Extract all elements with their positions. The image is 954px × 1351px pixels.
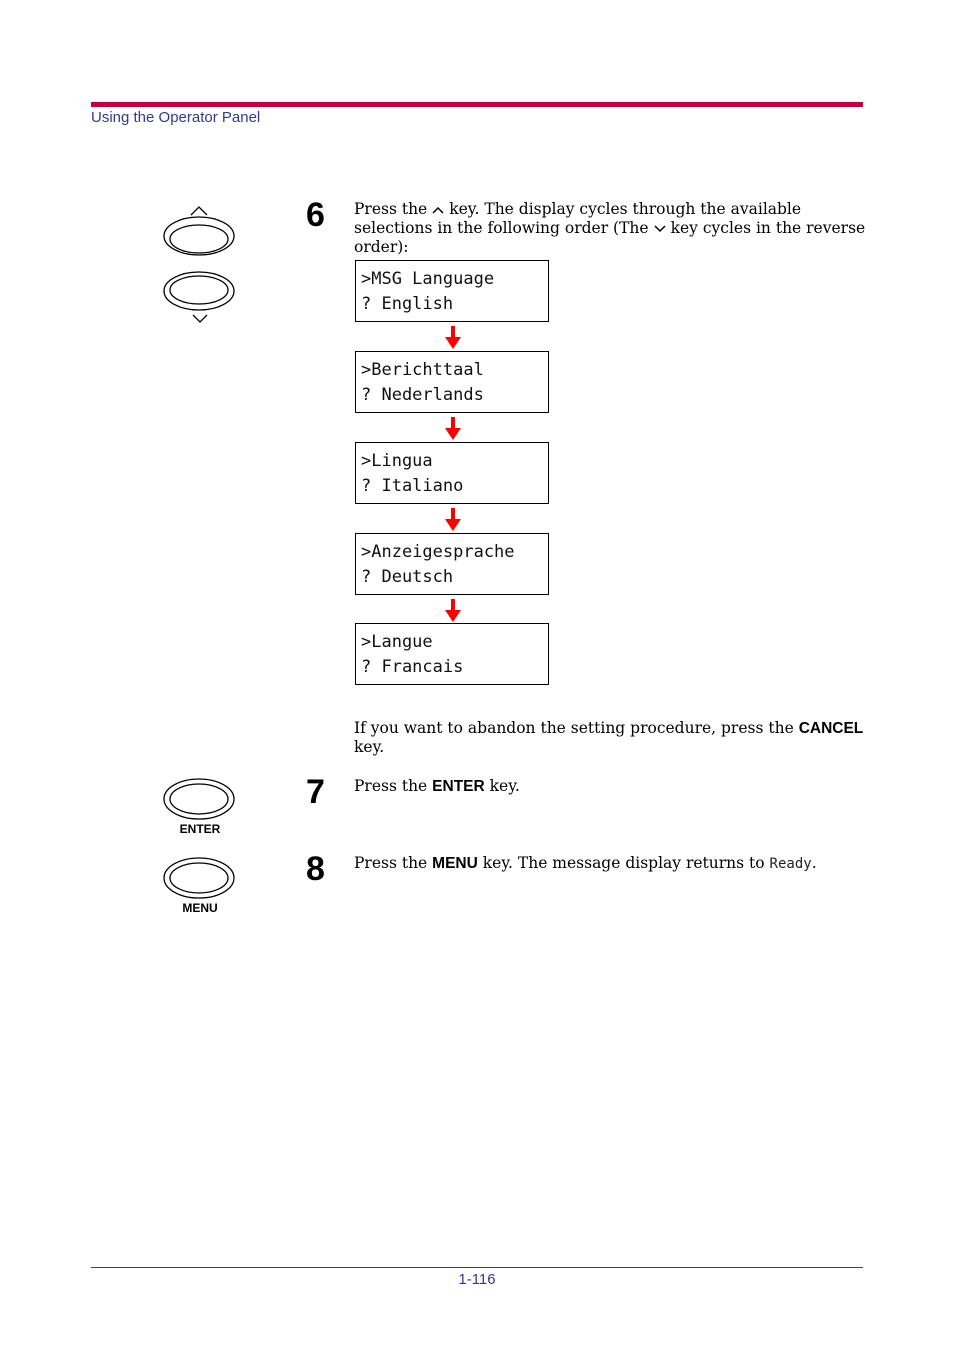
lcd-display-4 — [355, 533, 549, 595]
lcd-line-2: ? Nederlands — [361, 385, 484, 405]
cancel-key-name: CANCEL — [798, 720, 864, 737]
step-6-text-part2: key. The display cycles through the available selections in the following order (The — [354, 200, 802, 237]
lcd-line-2: ? English — [361, 294, 454, 314]
flow-arrow-icon — [444, 508, 462, 532]
step-7-text — [354, 777, 866, 796]
lcd-display-1 — [355, 260, 549, 322]
down-chevron-icon — [653, 224, 667, 234]
lcd-line-1: >Berichttaal — [361, 360, 484, 380]
lcd-line-2: ? Italiano — [361, 476, 464, 496]
enter-key-name: ENTER — [432, 778, 485, 795]
page-number: 1-116 — [458, 1271, 496, 1288]
step-6-text — [354, 200, 866, 257]
page-header-title: Using the Operator Panel — [91, 109, 261, 126]
step-8-text — [354, 854, 866, 874]
lcd-line-1: >Anzeigesprache — [361, 542, 515, 562]
flow-arrow-icon — [444, 599, 462, 623]
step-8-text-pre: Press the — [354, 854, 428, 872]
menu-key-name: MENU — [432, 855, 478, 872]
menu-key-icon — [160, 855, 240, 903]
up-down-keys-icon — [160, 203, 240, 328]
lcd-line-1: >MSG Language — [361, 269, 495, 289]
lcd-display-3 — [355, 442, 549, 504]
enter-key-icon — [160, 776, 240, 824]
lcd-line-1: >Lingua — [361, 451, 433, 471]
step-8-text-mid: key. The message display returns to — [482, 854, 765, 872]
cancel-note — [354, 719, 866, 757]
step-7-number: 7 — [306, 773, 325, 811]
lcd-line-1: >Langue — [361, 632, 433, 652]
up-key-icon — [164, 207, 234, 255]
step-8-number: 8 — [306, 850, 325, 888]
step-8-text-post: . — [811, 854, 817, 872]
lcd-display-2 — [355, 351, 549, 413]
lcd-line-2: ? Deutsch — [361, 567, 454, 587]
cancel-note-text: If you want to abandon the setting procedure, press the — [354, 719, 794, 737]
flow-arrow-icon — [444, 326, 462, 350]
down-key-icon — [164, 272, 234, 322]
cancel-note-end: key. — [354, 738, 385, 756]
lcd-line-2: ? Francais — [361, 657, 464, 677]
up-chevron-icon — [431, 205, 445, 215]
header-rule — [91, 102, 863, 107]
step-7-text-post: key. — [489, 777, 520, 795]
enter-key-label: ENTER — [179, 822, 221, 836]
ready-message: Ready — [769, 856, 812, 872]
menu-key-label: MENU — [182, 901, 218, 915]
step-6-text-part1: Press the — [354, 200, 428, 218]
lcd-display-5 — [355, 623, 549, 685]
step-6-number: 6 — [306, 196, 325, 234]
flow-arrow-icon — [444, 417, 462, 441]
step-6-text-part3: key cycles in the reverse order): — [354, 219, 866, 256]
step-7-text-pre: Press the — [354, 777, 428, 795]
footer-rule — [91, 1267, 863, 1268]
